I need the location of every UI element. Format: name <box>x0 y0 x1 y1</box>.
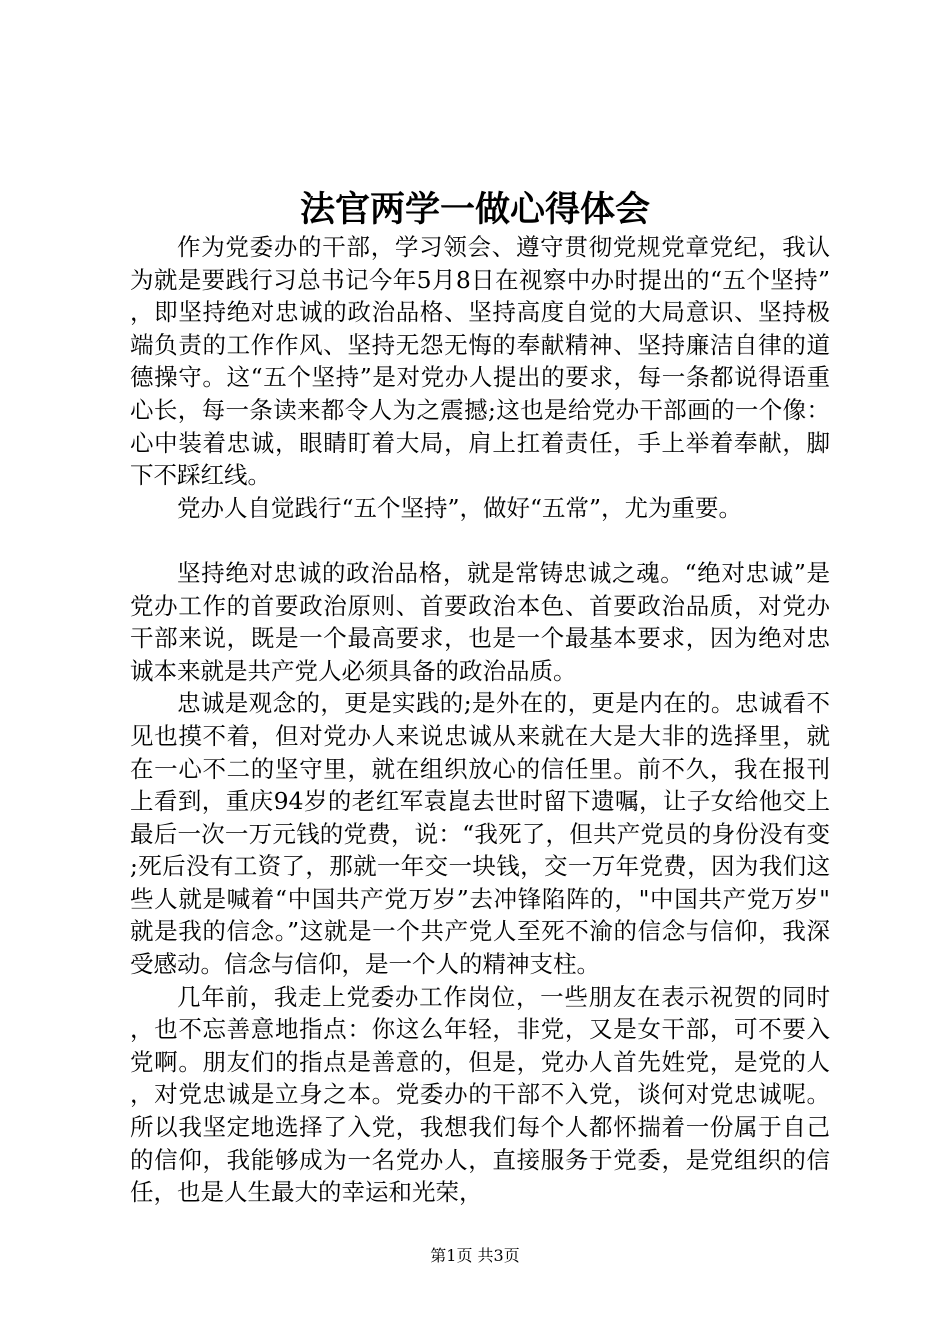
paragraph: 党办人自觉践行“五个坚持”，做好“五常”，尤为重要。 <box>177 493 743 522</box>
paragraph: 坚持绝对忠诚的政治品格，就是常铸忠诚之魂。“绝对忠诚”是党办工作的首要政治原则、首要政治本色、首要政治品质，对党办干部来说，既是一个最高要求，也是一个最基本要求，因为绝对忠诚本来就是共产党人必须具备的政治品质。 <box>130 558 830 685</box>
page-footer: 第1页 共3页 <box>430 1246 520 1265</box>
paragraph: 几年前，我走上党委办工作岗位，一些朋友在表示祝贺的同时，也不忘善意地指点：你这么年轻，非党，又是女干部，可不要入党啊。朋友们的指点是善意的，但是，党办人首先姓党，是党的人，对党忠诚是立身之本。党委办的干部不入党，谈何对党忠诚呢。所以我坚定地选择了入党，我想我们每个人都怀揣着一份属于自己的信仰，我能够成为一名党办人，直接服务于党委，是党组织的信任，也是人生最大的幸运和光荣， <box>130 982 830 1207</box>
paragraph: 作为党委办的干部，学习领会、遵守贯彻党规党章党纪，我认为就是要践行习总书记今年5月8日在视察中办时提出的“五个坚持”，即坚持绝对忠诚的政治品格、坚持高度自觉的大局意识、坚持极端负责的工作作风、坚持无怨无悔的奉献精神、坚持廉洁自律的道德操守。这“五个坚持”是对党办人提出的要求，每一条都说得语重心长，每一条读来都令人为之震撼;这也是给党办干部画的一个像：心中装着忠诚，眼睛盯着大局，肩上扛着责任，手上举着奉献，脚下不踩红线。 <box>130 233 830 490</box>
document-body <box>130 231 830 1209</box>
paragraph-gap <box>130 524 830 557</box>
paragraph: 忠诚是观念的，更是实践的;是外在的，更是内在的。忠诚看不见也摸不着，但对党办人来说忠诚从来就在大是大非的选择里，就在一心不二的坚守里，就在组织放心的信任里。前不久，我在报刊上看到，重庆94岁的老红军袁崑去世时留下遗嘱，让子女给他交上最后一次一万元钱的党费，说：“我死了，但共产党员的身份没有变;死后没有工资了，那就一年交一块钱，交一万年党费，因为我们这些人就是喊着“中国共产党万岁”去冲锋陷阵的，"中国共产党万岁"就是我的信念。”这就是一个共产党人至死不渝的信念与信仰，我深受感动。信念与信仰，是一个人的精神支柱。 <box>130 689 830 979</box>
document-title: 法官两学一做心得体会 <box>299 190 650 230</box>
